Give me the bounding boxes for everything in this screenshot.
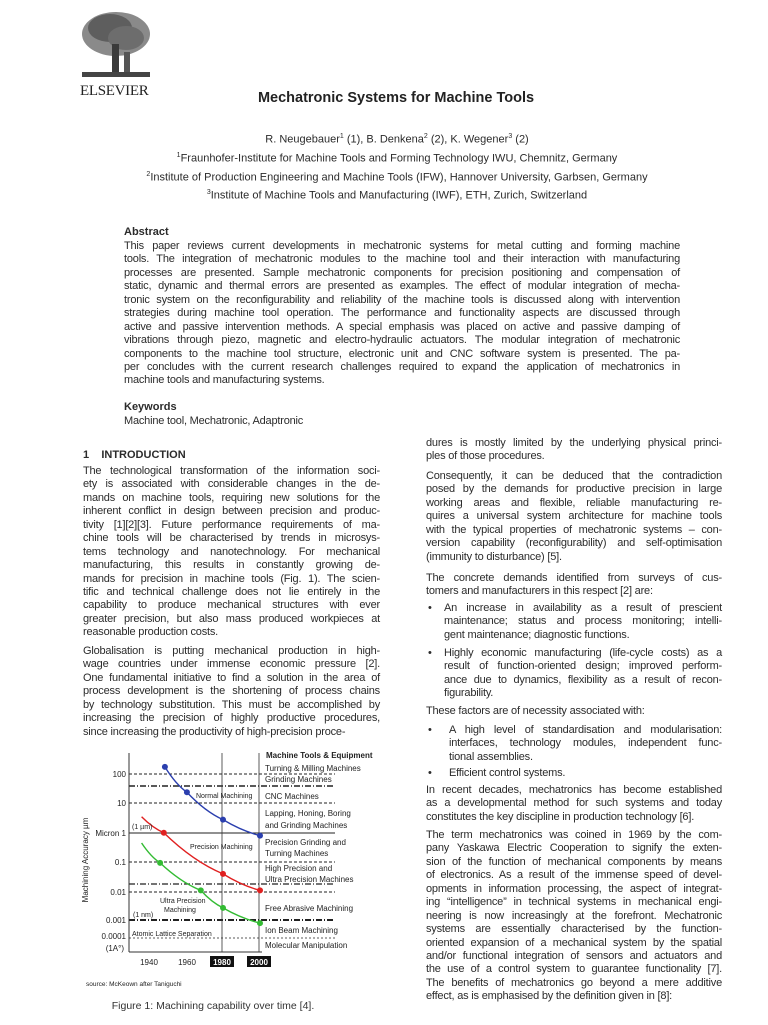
data-point — [157, 860, 163, 866]
series-curve — [165, 767, 260, 836]
data-point — [220, 871, 226, 877]
text-line: inherent conflict in design between precision and produc- — [83, 505, 380, 518]
text-line: strategies during machine tool operation. The performance and functionality aspects are discussed through — [124, 307, 680, 320]
bullet-icon: • — [428, 767, 432, 779]
y-tick: Micron 1 — [95, 829, 126, 838]
x-tick: 1980 — [213, 958, 231, 967]
x-tick: 1960 — [178, 958, 196, 967]
text-line: maintenance; status and process monitoring; intelli- — [444, 615, 722, 628]
text-line: sion of the function of mechanical components by means — [426, 855, 722, 868]
text-line: interfaces, technology modules, independent func- — [449, 737, 722, 750]
text-line: gent maintenance; diagnostic functions. — [444, 628, 630, 641]
data-point — [184, 789, 190, 795]
equipment-label: Ion Beam Machining — [265, 926, 338, 935]
abstract-text — [124, 240, 680, 388]
bullet-item — [449, 767, 722, 780]
text-line: static, dynamic and thermal errors are presented as examples. The effect of modular integration of mecha- — [124, 280, 680, 293]
y-axis-label: Machining Accuracy µm — [81, 817, 90, 903]
paper-title: Mechatronic Systems for Machine Tools — [257, 90, 535, 106]
text-line: ples of those procedures. — [426, 450, 545, 463]
text-line: An increase in availability as a result of prescient — [444, 602, 722, 614]
aff-sup: 2 — [146, 170, 151, 178]
equipment-label: and Grinding Machines — [265, 821, 348, 830]
text-line: oriented expansion of a mechanical system by the spatial — [426, 936, 722, 949]
aff-sup: 3 — [206, 189, 211, 197]
author: R. Neugebauer — [265, 133, 340, 146]
data-point — [161, 830, 167, 836]
series-curve — [142, 817, 260, 891]
keywords-text — [124, 415, 303, 428]
y-tick: 0.01 — [110, 888, 126, 897]
y-tick: 0.1 — [114, 858, 126, 867]
x-tick: 1940 — [140, 958, 158, 967]
text-line: pany Yaskawa Electric Cooperation to signify the exten- — [426, 842, 722, 855]
equipment-label: Free Abrasive Machining — [265, 904, 354, 913]
text-line: since increasing the productivity of high-precision proce- — [83, 725, 346, 738]
text-line: and/or functional integration of sensors and actuators and — [426, 949, 722, 962]
author-rank: (2) — [512, 133, 529, 146]
text-line: (immunity to disturbance) [5]. — [426, 550, 562, 563]
text-line: manufacturing, this results in constantly growing de- — [83, 559, 380, 572]
equipment-label: Turning Machines — [265, 849, 329, 858]
bullet-icon: • — [428, 724, 432, 736]
y-tick: 10 — [117, 799, 126, 808]
figure-machining-capability — [80, 745, 380, 1025]
figure-source: source: McKeown after Taniguchi — [86, 981, 182, 988]
data-point — [220, 817, 226, 823]
y-tick: 100 — [112, 770, 126, 779]
equipment-label: Grinding Machines — [265, 775, 332, 784]
aff-text: Institute of Production Engineering and Machine Tools (IFW), Hannover University, Garbsen, Germany — [150, 171, 648, 184]
keywords: Machine tool, Mechatronic, Adaptronic — [124, 415, 304, 427]
text-line: working areas and flexible, reliable manufacturing re- — [426, 496, 722, 509]
region-ultra: Machining — [164, 907, 196, 914]
text-line: capability to produce mechanical structures with ever — [83, 599, 380, 612]
text-line: wage countries under immense economic pressure [2]. — [83, 658, 380, 671]
text-line: as a developmental method for such systems and today — [426, 797, 722, 810]
text-line: Consequently, it can be deduced that the contradiction — [426, 470, 722, 482]
text-line: mands on machine tools, requiring new solutions for the — [83, 491, 380, 504]
text-line: ety is associated with considerable changes in the de- — [83, 478, 380, 491]
text-line: Efficient control systems. — [449, 767, 566, 779]
text-line: neering is now increasingly at the forefront. Mechatronic — [426, 909, 722, 922]
paragraph — [83, 465, 380, 640]
text-line: The concrete demands identified from surveys of cus- — [426, 572, 722, 584]
text-line: tific and technical challenge does not lie entirely in the — [83, 585, 380, 598]
text-line: mands for precision in machine tools (Fig. 1). The scien- — [83, 572, 380, 585]
text-line: Highly economic manufacturing (life-cycle costs) as a — [444, 647, 722, 659]
text-line: opments in information processing, the aspect of integrat- — [426, 882, 722, 895]
bullet-icon: • — [428, 602, 432, 614]
text-line: process development is the shortening of process chains — [83, 685, 380, 698]
bullet-item — [449, 724, 722, 764]
author-sup: 3 — [508, 133, 513, 140]
aff-sup: 1 — [176, 152, 181, 159]
author-sup: 2 — [423, 133, 428, 140]
author: K. Wegener — [450, 133, 509, 146]
mark-1nm: (1 nm) — [133, 912, 154, 919]
y-tick: 0.001 — [105, 916, 126, 925]
data-point — [257, 920, 263, 926]
text-line: posed by the demands for productive precision in large — [426, 483, 722, 496]
text-line: reasonable production costs. — [83, 626, 219, 639]
author-rank: (2), — [427, 133, 451, 146]
equipment-label: Precision Grinding and — [265, 838, 346, 847]
text-line: increasing the precision of highly productive procedures, — [83, 712, 380, 725]
text-line: active and passive intervention methods. A special emphasis was placed on active and passive damping of — [124, 320, 680, 333]
paragraph — [426, 829, 722, 1004]
text-line: tivity [1][2][3]. Future performance requirements of ma- — [83, 518, 380, 531]
aff-text: Institute of Machine Tools and Manufacturing (IWF), ETH, Zurich, Switzerland — [210, 189, 588, 202]
x-tick: 2000 — [250, 958, 268, 967]
author: B. Denkena — [366, 133, 424, 146]
text-line: This paper reviews current developments in mechatronic systems for metal cutting and forming machine — [124, 240, 680, 252]
text-line: constitutes the key discipline in production technology [6]. — [426, 810, 695, 823]
figure-caption: Figure 1: Machining capability over time [4]. — [111, 1000, 315, 1012]
text-line: The term mechatronics was coined in 1969 by the com- — [426, 829, 722, 841]
data-point — [198, 887, 204, 893]
paragraph — [426, 784, 722, 824]
text-line: the use of a control system to guarantee functionality [7]. — [426, 963, 722, 976]
text-line: per concludes with the current research challenges required to expand the application of mechatronics in — [124, 360, 680, 373]
text-line: ance due to dynamics, flexibility as a result of recon- — [444, 673, 722, 686]
paragraph — [426, 705, 722, 718]
data-point — [257, 833, 263, 839]
text-line: by technology substitution. This must be accomplished by — [83, 698, 380, 711]
text-line: In recent decades, mechatronics has become established — [426, 784, 722, 796]
equipment-label: Lapping, Honing, Boring — [265, 809, 351, 818]
equipment-label: Turning & Milling Machines — [265, 764, 361, 773]
affiliation — [0, 185, 768, 204]
author-list — [0, 129, 768, 148]
aff-text: Fraunhofer-Institute for Machine Tools and Forming Technology IWU, Chemnitz, Germany — [180, 152, 618, 165]
region-precision: Precision Machining — [190, 844, 253, 851]
elsevier-logo — [80, 8, 152, 98]
region-normal: Normal Machining — [196, 793, 253, 800]
author-sup: 1 — [339, 133, 344, 140]
text-line: effect, as is emphasised by the definition given in [8]: — [426, 990, 673, 1003]
text-line: vibrations through piezo, magnetic and electro-hydraulic actuators. The modular integration of mechatronic — [124, 334, 680, 347]
legend-heading: Machine Tools & Equipment — [266, 751, 373, 760]
bullet-icon: • — [428, 647, 432, 659]
mark-1um: (1 µm) — [132, 824, 153, 831]
text-line: systems are essentially characterised by the function- — [426, 923, 722, 936]
text-line: tomers and manufacturers in this respect [2] are: — [426, 585, 653, 598]
affiliation — [0, 167, 768, 186]
data-point — [162, 764, 168, 770]
text-line: components to the machine tool structure, electronic unit and CNC software system is presented. The pa- — [124, 347, 680, 360]
equipment-label: Ultra Precision Machines — [265, 875, 354, 884]
paragraph — [426, 470, 722, 564]
text-line: ing “intelligence” in technical systems in mechanical engi- — [426, 896, 722, 909]
text-line: tional assemblies. — [449, 750, 533, 763]
section-heading: 1 INTRODUCTION — [83, 449, 186, 461]
abstract-heading: Abstract — [124, 226, 169, 238]
keywords-heading: Keywords — [124, 401, 177, 413]
text-line: A high level of standardisation and modularisation: — [449, 724, 722, 736]
paragraph — [426, 572, 722, 599]
publisher-name: ELSEVIER — [80, 83, 149, 99]
data-point — [220, 905, 226, 911]
bullet-item — [444, 602, 722, 642]
affiliation — [0, 148, 768, 167]
text-line: figurability. — [444, 687, 494, 700]
paragraph — [426, 437, 722, 464]
text-line: tronic system on the reconfigurability and reliability of the machine tools is discussed along with intervention — [124, 293, 680, 306]
author-rank: (1), — [343, 133, 367, 146]
y-tick: (1A°) — [105, 944, 124, 953]
text-line: Globalisation is putting mechanical production in high- — [83, 645, 380, 657]
text-line: greater precision, but also mass produced workpieces at — [83, 612, 380, 625]
paragraph — [83, 645, 380, 739]
text-line: version capability (reconfigurability) and self-optimisation — [426, 537, 722, 550]
text-line: One fundamental initiative to find a solution in the area of — [83, 671, 380, 684]
text-line: machine tools and manufacturing systems. — [124, 374, 325, 387]
data-point — [257, 887, 263, 893]
text-line: with the typical properties of mechatronic systems – con- — [426, 523, 722, 536]
equipment-label: CNC Machines — [265, 792, 319, 801]
equipment-label: High Precision and — [265, 864, 333, 873]
text-line: chine tools will be characterised by trends in microsys- — [83, 532, 380, 545]
text-line: The benefits of mechatronics go beyond a mere additive — [426, 976, 722, 989]
text-line: of electronics. As a result of the immense speed of devel- — [426, 869, 722, 882]
y-tick: 0.0001 — [101, 932, 126, 941]
text-line: These factors are of necessity associated with: — [426, 705, 645, 717]
text-line: The technological transformation of the information soci- — [83, 465, 380, 477]
text-line: quires a universal system architecture for machine tools — [426, 510, 722, 523]
text-line: result of function-oriented design; improved perform- — [444, 660, 722, 673]
affiliations — [0, 148, 768, 204]
equipment-label: Molecular Manipulation — [265, 941, 348, 950]
tree-icon — [80, 8, 152, 80]
mark-atomic: Atomic Lattice Separation — [132, 931, 212, 938]
text-line: processes are presented. Sample mechatronic components for precision positioning and compensation of — [124, 266, 680, 279]
text-line: tools. The integration of mechatronic modules to the machine tool and their interaction with manufacturing — [124, 253, 680, 266]
region-ultra: Ultra Precision — [160, 898, 206, 905]
series-curve — [142, 843, 260, 923]
text-line: dures is mostly limited by the underlying physical princi- — [426, 437, 722, 449]
bullet-item — [444, 647, 722, 701]
text-line: tems technology and nanotechnology. For mechanical — [83, 545, 380, 558]
